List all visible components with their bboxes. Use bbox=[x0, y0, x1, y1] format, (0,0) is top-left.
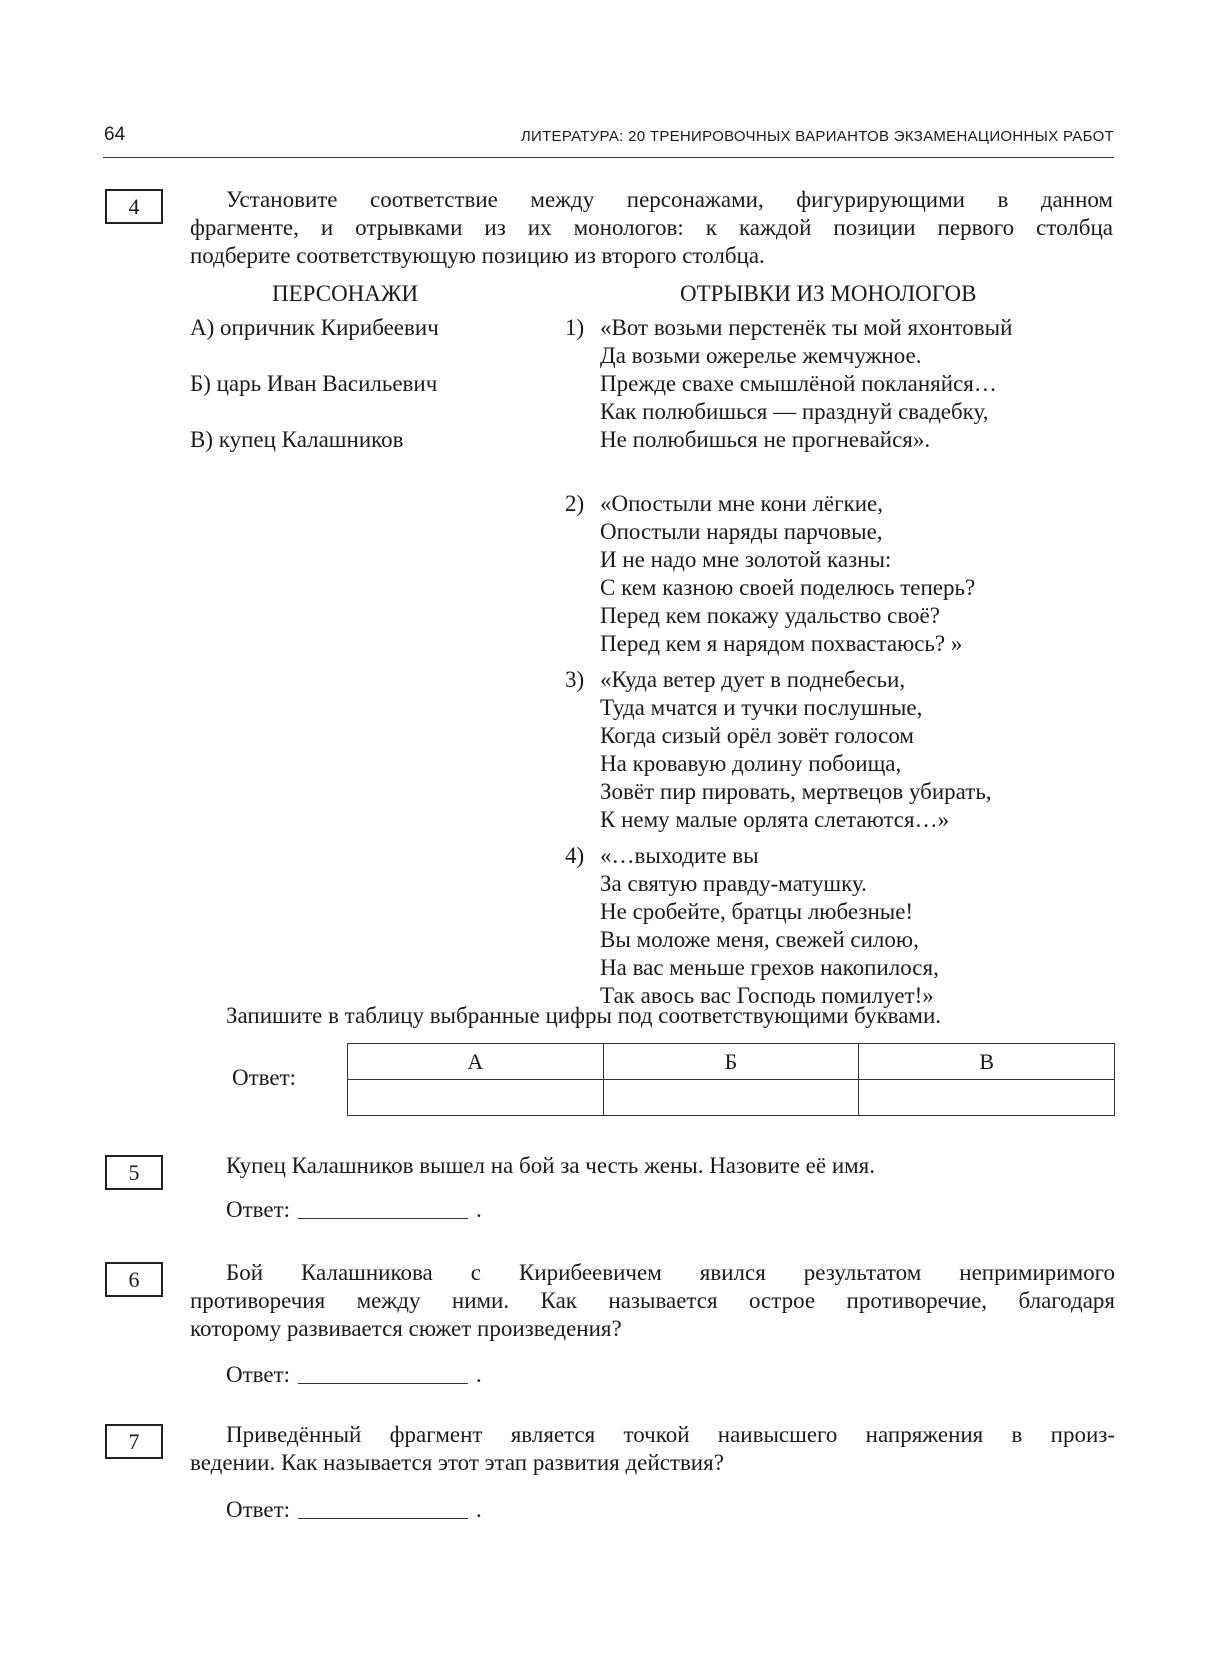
answer-label: Ответ: bbox=[226, 1497, 291, 1522]
question-number-box: 5 bbox=[105, 1155, 163, 1190]
column-heading-excerpts: ОТРЫВКИ ИЗ МОНОЛОГОВ bbox=[680, 281, 977, 306]
question-text: подберите соответствующую позицию из второго столбца. bbox=[190, 243, 765, 268]
character-item: А) опричник Кирибеевич bbox=[190, 315, 439, 340]
answer-blank[interactable] bbox=[298, 1518, 468, 1519]
question-text: Бой Калашникова с Кирибеевичем явился результатом непримиримого bbox=[226, 1260, 1115, 1285]
answer-end: . bbox=[476, 1362, 482, 1387]
column-heading-characters: ПЕРСОНАЖИ bbox=[272, 281, 419, 306]
question-text: Купец Калашников вышел на бой за честь жены. Назовите её имя. bbox=[226, 1153, 876, 1178]
character-item: В) купец Калашников bbox=[190, 427, 404, 452]
excerpt-line: Не сробейте, братцы любезные! bbox=[600, 899, 914, 924]
excerpt-line: Опостыли наряды парчовые, bbox=[600, 519, 883, 544]
answer-end: . bbox=[476, 1497, 482, 1522]
excerpt-line: К нему малые орлята слетаются…» bbox=[600, 807, 950, 832]
excerpt-number: 4) bbox=[565, 843, 585, 868]
excerpt-line: Вы моложе меня, свежей силою, bbox=[600, 927, 919, 952]
excerpt-line: Не полюбишься не прогневайся». bbox=[600, 427, 931, 452]
answer-blank[interactable] bbox=[298, 1383, 468, 1384]
question-text: которому развивается сюжет произведения? bbox=[190, 1316, 622, 1341]
answer-blank[interactable] bbox=[298, 1218, 468, 1219]
answer-cell-v[interactable] bbox=[859, 1080, 1115, 1116]
question-text: фрагменте, и отрывками из их монологов: к каждой позиции первого столбца bbox=[190, 215, 1113, 240]
excerpt-line: Перед кем я нарядом похвастаюсь? » bbox=[600, 631, 963, 656]
excerpt-line: За святую правду-матушку. bbox=[600, 871, 867, 896]
question-number-box: 7 bbox=[105, 1424, 163, 1459]
excerpt-number: 1) bbox=[565, 315, 585, 340]
excerpt-line: «Опостыли мне кони лёгкие, bbox=[600, 491, 883, 516]
excerpt-line: На вас меньше грехов накопилося, bbox=[600, 955, 939, 980]
answer-end: . bbox=[476, 1197, 482, 1222]
excerpt-line: С кем казною своей поделюсь теперь? bbox=[600, 575, 976, 600]
excerpt-number: 3) bbox=[565, 667, 585, 692]
answer-line bbox=[226, 1361, 482, 1389]
page-number: 64 bbox=[104, 124, 126, 145]
excerpt-line: Да возьми ожерелье жемчужное. bbox=[600, 343, 922, 368]
question-text: противоречия между ними. Как называется острое противоречие, благодаря bbox=[190, 1288, 1115, 1313]
excerpt-line: Перед кем покажу удальство своё? bbox=[600, 603, 940, 628]
excerpt-number: 2) bbox=[565, 491, 585, 516]
answer-label: Ответ: bbox=[232, 1065, 297, 1090]
header-rule bbox=[103, 157, 1114, 158]
table-header-v: В bbox=[859, 1044, 1115, 1080]
excerpt-line: «Вот возьми перстенёк ты мой яхонтовый bbox=[600, 315, 1013, 340]
excerpt-line: Туда мчатся и тучки послушные, bbox=[600, 695, 923, 720]
answer-line bbox=[226, 1496, 482, 1524]
excerpt-line: И не надо мне золотой казны: bbox=[600, 547, 892, 572]
answer-line bbox=[226, 1196, 482, 1224]
question-text: Приведённый фрагмент является точкой наивысшего напряжения в произ- bbox=[226, 1422, 1115, 1447]
table-header-a: А bbox=[348, 1044, 604, 1080]
instruction-text: Запишите в таблицу выбранные цифры под соответствующими буквами. bbox=[226, 1003, 942, 1028]
question-number-box: 4 bbox=[105, 189, 163, 224]
question-text: ведении. Как называется этот этап развития действия? bbox=[190, 1450, 724, 1475]
answer-label: Ответ: bbox=[226, 1197, 291, 1222]
excerpt-line: Когда сизый орёл зовёт голосом bbox=[600, 723, 914, 748]
excerpt-line: Так авось вас Господь помилует!» bbox=[600, 983, 934, 1008]
answer-cell-b[interactable] bbox=[603, 1080, 859, 1116]
table-header-b: Б bbox=[603, 1044, 859, 1080]
question-text: Установите соответствие между персонажами, фигурирующими в данном bbox=[226, 187, 1113, 212]
running-title: ЛИТЕРАТУРА: 20 ТРЕНИРОВОЧНЫХ ВАРИАНТОВ ЭКЗАМЕНАЦИОННЫХ РАБОТ bbox=[520, 128, 1114, 145]
question-number-box: 6 bbox=[105, 1262, 163, 1297]
excerpt-line: «…выходите вы bbox=[600, 843, 759, 868]
excerpt-line: «Куда ветер дует в поднебесьи, bbox=[600, 667, 906, 692]
excerpt-line: Зовёт пир пировать, мертвецов убирать, bbox=[600, 779, 992, 804]
excerpt-line: На кровавую долину побоища, bbox=[600, 751, 902, 776]
excerpt-line: Прежде свахе смышлёной покланяйся… bbox=[600, 371, 997, 396]
excerpt-line: Как полюбишься — празднуй свадебку, bbox=[600, 399, 989, 424]
character-item: Б) царь Иван Васильевич bbox=[190, 371, 438, 396]
answer-cell-a[interactable] bbox=[348, 1080, 604, 1116]
answer-table bbox=[347, 1043, 1115, 1116]
answer-label: Ответ: bbox=[226, 1362, 291, 1387]
